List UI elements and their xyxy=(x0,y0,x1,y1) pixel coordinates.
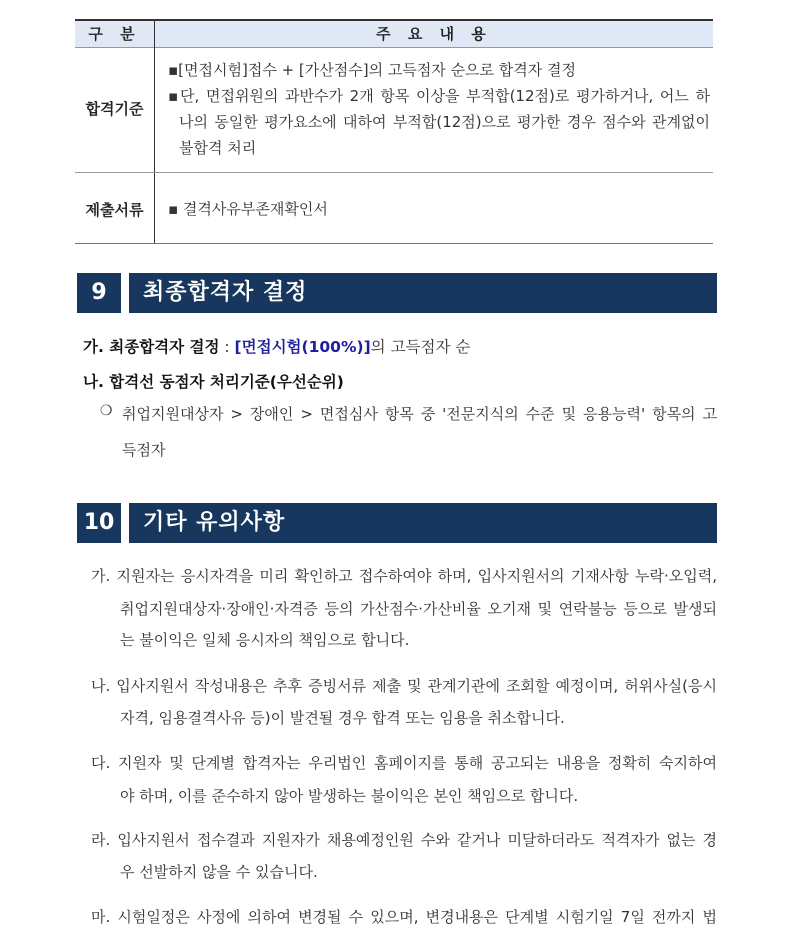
notice-item-line: 취업지원대상자·장애인·자격증 등의 가산점수·가산비율 오기재 및 연락불능 등으로 발생되 xyxy=(120,600,717,618)
section-10-title: 기타 유의사항 xyxy=(129,503,717,543)
pass-criteria-line: 나의 동일한 평가요소에 대하여 부적합(12점)으로 평가한 경우 점수와 관계없이 xyxy=(179,113,710,131)
table-row-divider xyxy=(75,172,713,173)
notice-item-line: 우 선발하지 않을 수 있습니다. xyxy=(120,863,318,881)
item-a-label: 가. 최종합격자 결정 xyxy=(83,338,220,356)
table-row-label-pass-criteria: 합격기준 xyxy=(85,100,144,118)
item-a-highlight: [면접시험(100%)] xyxy=(234,338,371,356)
section-9-item-b-line: 취업지원대상자 > 장애인 > 면접심사 항목 중 '전문지식의 수준 및 응용능력' 항목의 고 xyxy=(122,405,717,423)
section-9-number: 9 xyxy=(77,273,121,313)
table-row-label-documents: 제출서류 xyxy=(85,201,144,219)
notice-item-line: 가. 지원자는 응시자격을 미리 확인하고 접수하여야 하며, 입사지원서의 기재사항 누락·오입력, xyxy=(91,567,717,585)
pass-criteria-line: ▪단, 면접위원의 과반수가 2개 항목 이상을 부적합(12점)로 평가하거나, 어느 하 xyxy=(168,87,710,105)
notice-item-line: 나. 입사지원서 작성내용은 추후 증빙서류 제출 및 관계기관에 조회할 예정이며, 허위사실(응시 xyxy=(91,677,717,695)
item-a-suffix: 의 고득점자 순 xyxy=(370,338,471,356)
item-a-colon: : xyxy=(219,338,235,356)
section-9-item-b-line: 득점자 xyxy=(122,441,166,459)
table-cell-pass-criteria xyxy=(168,57,710,161)
table-header-row xyxy=(75,21,713,48)
notice-item-line: 는 불이익은 일체 응시자의 책임으로 합니다. xyxy=(120,631,410,649)
table-bottom-border xyxy=(75,243,713,244)
section-10-number: 10 xyxy=(77,503,121,543)
notice-item-line: 야 하며, 이를 준수하지 않아 발생하는 불이익은 본인 책임으로 합니다. xyxy=(120,787,579,805)
table-header-content: 주 요 내 용 xyxy=(376,25,492,43)
notice-item-line: 다. 지원자 및 단계별 합격자는 우리법인 홈페이지를 통해 공고되는 내용을 정확히 숙지하여 xyxy=(91,754,717,772)
table-cell-documents: ▪ 결격사유부존재확인서 xyxy=(168,200,328,218)
table-header-category: 구 분 xyxy=(88,25,141,43)
notice-item-line: 라. 입사지원서 접수결과 지원자가 채용예정인원 수와 같거나 미달하더라도 적격자가 없는 경 xyxy=(91,831,717,849)
pass-criteria-line: 불합격 처리 xyxy=(179,139,257,157)
section-9-title: 최종합격자 결정 xyxy=(129,273,717,313)
table-column-divider xyxy=(154,21,155,244)
pass-criteria-line: ▪[면접시험]접수 + [가산점수]의 고득점자 순으로 합격자 결정 xyxy=(168,61,577,79)
notice-item-line: 자격, 임용결격사유 등)이 발견될 경우 합격 또는 임용을 취소합니다. xyxy=(120,709,565,727)
notice-item-line: 마. 시험일정은 사정에 의하여 변경될 수 있으며, 변경내용은 단계별 시험기일 7일 전까지 법 xyxy=(91,908,717,926)
section-9-item-b-title: 나. 합격선 동점자 처리기준(우선순위) xyxy=(83,373,344,391)
circle-bullet-icon: ❍ xyxy=(100,403,113,419)
section-9-item-a xyxy=(83,335,470,357)
